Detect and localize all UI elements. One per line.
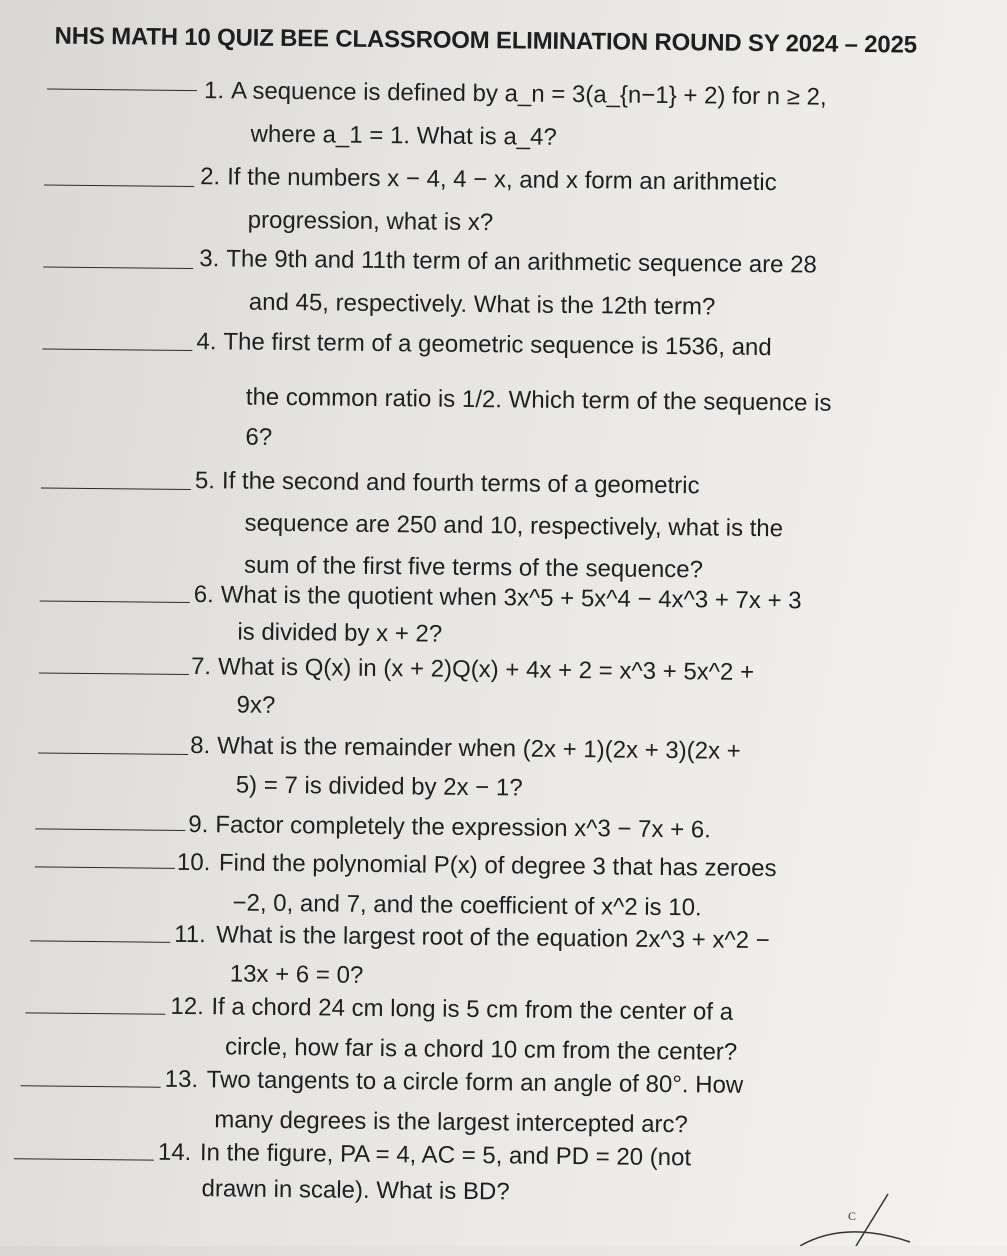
answer-blank[interactable] (42, 348, 192, 351)
answer-blank[interactable] (14, 1158, 154, 1160)
secant-line (856, 1194, 888, 1246)
question-text: 9x? (236, 691, 276, 719)
answer-blank[interactable] (39, 672, 189, 675)
question-text: Factor completely the expression x^3 − 7x + 6. (215, 811, 712, 844)
question-text: If the numbers x − 4, 4 − x, and x form an arithmetic (227, 163, 777, 197)
question-number: 9. (188, 811, 209, 839)
question-text: What is the remainder when (2x + 1)(2x + 3)(2x + (217, 732, 741, 765)
question-text: progression, what is x? (247, 206, 494, 237)
question-text: sum of the first five terms of the sequence? (243, 551, 704, 584)
question-text: A sequence is defined by a_n = 3(a_{n−1} + 2) for n ≥ 2, (230, 77, 827, 111)
question-text: What is the quotient when 3x^5 + 5x^4 − 4x^3 + 7x + 3 (220, 581, 802, 615)
question-number: 2. (200, 163, 221, 191)
answer-blank[interactable] (43, 266, 193, 269)
question-text: Two tangents to a circle form an angle of 80°. How (206, 1066, 744, 1099)
question-text: 5) = 7 is divided by 2x − 1? (235, 771, 523, 802)
question-text: 6? (245, 423, 273, 451)
answer-blank[interactable] (47, 88, 197, 91)
answer-blank[interactable] (30, 940, 170, 942)
answer-blank[interactable] (44, 184, 194, 187)
question-text: −2, 0, and 7, and the coefficient of x^2 is 10. (232, 889, 702, 922)
question-text: is divided by x + 2? (237, 618, 443, 648)
question-number: 3. (199, 245, 220, 273)
question-text: The 9th and 11th term of an arithmetic sequence are 28 (226, 245, 817, 279)
question-text: In the figure, PA = 4, AC = 5, and PD = 20 (not (199, 1139, 692, 1172)
question-number: 6. (193, 581, 214, 609)
answer-blank[interactable] (40, 600, 190, 603)
question-number: 11. (174, 920, 206, 949)
question-text: What is the largest root of the equation 2x^3 + x^2 − (216, 921, 770, 955)
question-number: 1. (203, 77, 225, 105)
question-number: 12. (170, 992, 204, 1021)
question-number: 13. (164, 1065, 199, 1094)
question-text: drawn in scale). What is BD? (201, 1175, 510, 1206)
question-text: Find the polynomial P(x) of degree 3 that has zeroes (218, 849, 777, 883)
question-text: sequence are 250 and 10, respectively, what is the (244, 509, 784, 543)
question-text: The first term of a geometric sequence is 1536, and (223, 328, 772, 362)
circle-figure (800, 1190, 920, 1246)
answer-blank[interactable] (21, 1085, 161, 1087)
question-text: the common ratio is 1/2. Which term of the sequence is (245, 383, 832, 417)
question-number: 8. (190, 732, 211, 760)
question-text: What is Q(x) in (x + 2)Q(x) + 4x + 2 = x^3 + 5x^2 + (217, 653, 755, 686)
answer-blank[interactable] (35, 866, 175, 868)
question-text: circle, how far is a chord 10 cm from the center? (224, 1033, 738, 1066)
answer-blank[interactable] (25, 1012, 165, 1014)
question-number: 5. (194, 467, 216, 495)
question-number: 10. (176, 848, 211, 877)
question-number: 7. (190, 653, 212, 681)
answer-blank[interactable] (35, 828, 185, 831)
circle-arc (800, 1232, 910, 1246)
question-text: many degrees is the largest intercepted arc? (214, 1106, 688, 1139)
question-number: 4. (196, 328, 217, 356)
answer-blank[interactable] (38, 752, 188, 755)
point-c-label: C (848, 1209, 857, 1223)
question-text: 13x + 6 = 0? (229, 960, 364, 989)
question-text: If the second and fourth terms of a geometric (221, 467, 700, 500)
question-text: and 45, respectively. What is the 12th term? (248, 288, 716, 321)
page-title: NHS MATH 10 QUIZ BEE CLASSROOM ELIMINATION ROUND SY 2024 – 2025 (54, 22, 917, 59)
question-text: If a chord 24 cm long is 5 cm from the center of a (211, 993, 734, 1026)
answer-blank[interactable] (41, 487, 191, 490)
question-text: where a_1 = 1. What is a_4? (250, 120, 557, 151)
question-number: 14. (157, 1138, 192, 1167)
